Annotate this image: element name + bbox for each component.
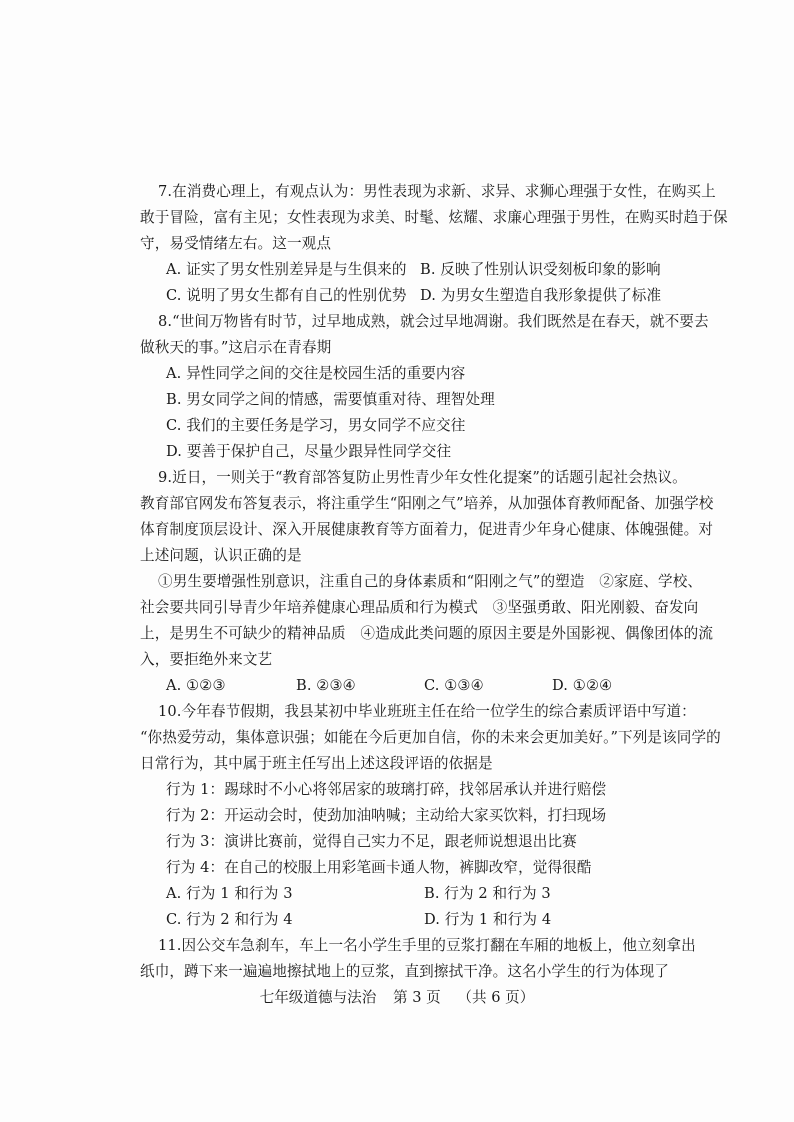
footer-total-pages: （共 6 页） [457,989,535,1006]
q7-option-d: D. 为男女生塑造自我形象提供了标准 [420,287,662,304]
q8-option-a: A. 异性同学之间的交往是校园生活的重要内容 [166,365,466,382]
q10-behavior-2: 行为 2：开运动会时，使劲加油呐喊；主动给大家买饮料，打扫现场 [166,807,607,824]
footer-subject: 七年级道德与法治 [259,989,377,1006]
q9-stem-line-3: 体育制度顶层设计、深入开展健康教育等方面着力，促进青少年身心健康、体魄强健。对 [140,521,714,538]
q7-stem-line-3: 守，易受情绪左右。这一观点 [140,235,332,252]
q10-option-a: A. 行为 1 和行为 3 [166,885,293,902]
q11-stem-line-1: 11.因公交车急刹车，车上一名小学生手里的豆浆打翻在车厢的地板上，他立刻拿出 [158,937,696,954]
q10-stem-line-3: 日常行为，其中属于班主任写出上述这段评语的依据是 [140,755,493,772]
q11-stem-line-2: 纸巾，蹲下来一遍遍地擦拭地上的豆浆，直到擦拭干净。这名小学生的行为体现了 [140,963,669,980]
q10-stem-line-1: 10.今年春节假期，我县某初中毕业班班主任在给一位学生的综合素质评语中写道： [158,703,696,720]
q9-option-a: A. ①②③ [166,677,226,694]
q8-stem-line-1: 8.“世间万物皆有时节，过早地成熟，就会过早地凋谢。我们既然是在春天，就不要去 [158,313,709,330]
q10-option-c: C. 行为 2 和行为 4 [166,911,293,928]
q9-option-b: B. ②③④ [296,677,356,694]
q9-stem-line-2: 教育部官网发布答复表示，将注重学生“阳刚之气”培养，从加强体育教师配备、加强学校 [140,495,714,512]
footer-page-number: 第 3 页 [393,989,441,1006]
q7-stem-line-2: 敢于冒险，富有主见；女性表现为求美、时髦、炫耀、求廉心理强于男性，在购买时趋于保 [140,209,728,226]
q8-stem-line-2: 做秋天的事。”这启示在青春期 [140,339,332,356]
q9-statement-line-2: 社会要共同引导青少年培养健康心理品质和行为模式 ③坚强勇敢、阳光刚毅、奋发向 [140,599,699,616]
q7-option-b: B. 反映了性别认识受刻板印象的影响 [420,261,661,278]
q10-option-b: B. 行为 2 和行为 3 [424,885,551,902]
q9-statement-line-3: 上，是男生不可缺少的精神品质 ④造成此类问题的原因主要是外国影视、偶像团体的流 [140,625,714,642]
q8-option-c: C. 我们的主要任务是学习，男女同学不应交往 [166,417,466,434]
q10-behavior-4: 行为 4：在自己的校服上用彩笔画卡通人物，裤脚改窄，觉得很酷 [166,859,592,876]
q7-stem-line-1: 7.在消费心理上，有观点认为：男性表现为求新、求异、求狮心理强于女性，在购买上 [158,183,716,200]
q9-statement-line-1: ①男生要增强性别意识，注重自己的身体素质和“阳刚之气”的塑造 ②家庭、学校、 [158,573,703,590]
q10-option-d: D. 行为 1 和行为 4 [424,911,552,928]
q8-option-d: D. 要善于保护自己，尽量少跟异性同学交往 [166,443,452,460]
q9-stem-line-4: 上述问题，认识正确的是 [140,547,302,564]
q10-behavior-3: 行为 3：演讲比赛前，觉得自己实力不足，跟老师说想退出比赛 [166,833,577,850]
q9-stem-line-1: 9.近日，一则关于“教育部答复防止男性青少年女性化提案”的话题引起社会热议。 [158,469,687,486]
q9-statement-line-4: 入，要拒绝外来文艺 [140,651,273,668]
q9-option-c: C. ①③④ [424,677,484,694]
q10-behavior-1: 行为 1：踢球时不小心将邻居家的玻璃打碎，找邻居承认并进行赔偿 [166,781,607,798]
q9-option-d: D. ①②④ [552,677,613,694]
q8-option-b: B. 男女同学之间的情感，需要慎重对待、理智处理 [166,391,495,408]
page-footer [0,989,794,1007]
q7-option-a: A. 证实了男女性别差异是与生俱来的 [166,261,407,278]
q7-option-c: C. 说明了男女生都有自己的性别优势 [166,287,407,304]
q10-stem-line-2: “你热爱劳动，集体意识强；如能在今后更加自信，你的未来会更加美好。”下列是该同学的 [140,729,721,746]
